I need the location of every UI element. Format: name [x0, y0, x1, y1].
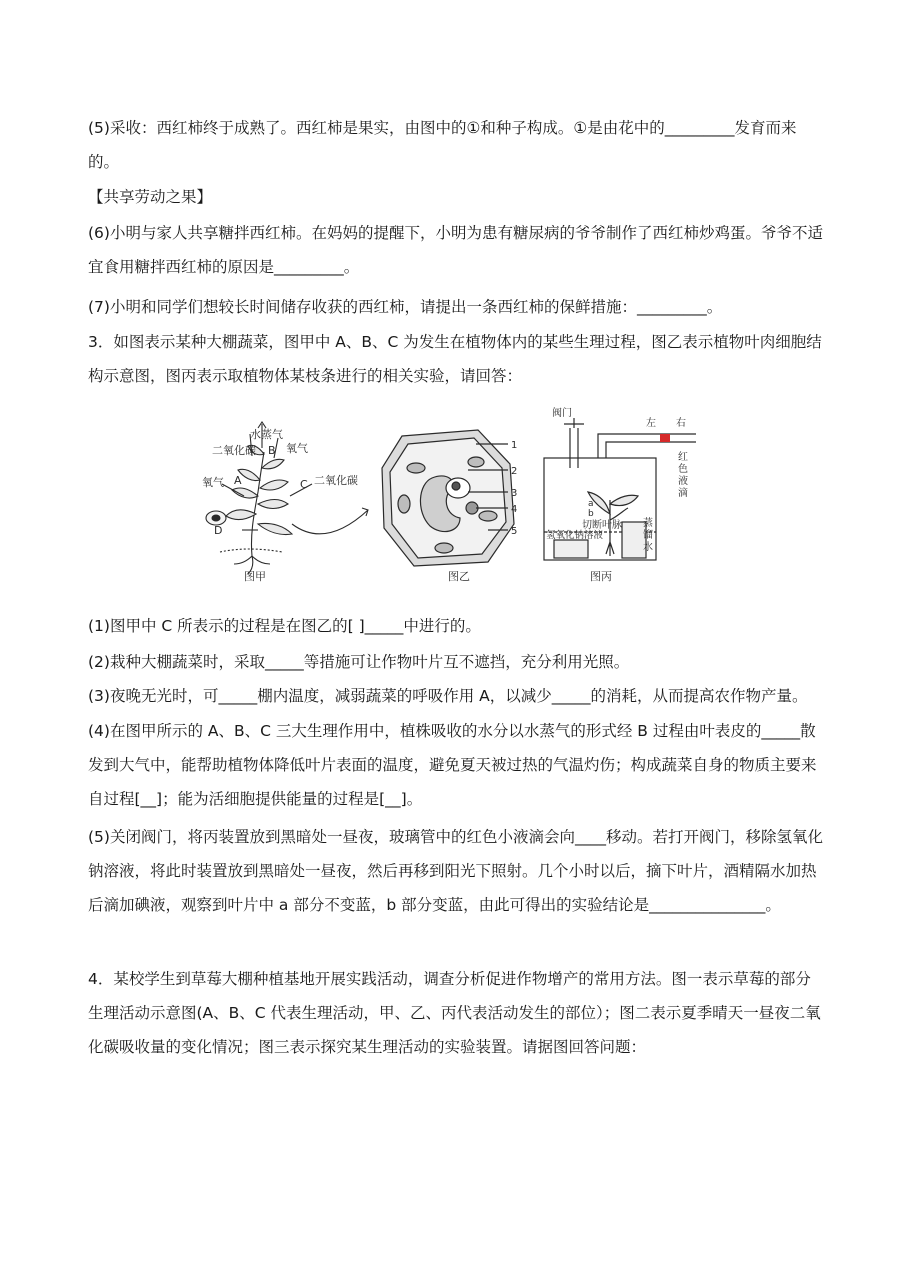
- highlight-leaf-core: [212, 515, 220, 521]
- label-co2-top: 二氧化碳: [212, 444, 256, 457]
- leaf-shape: [258, 500, 288, 509]
- label-right: 右: [676, 418, 686, 429]
- chloroplast: [468, 457, 484, 467]
- question-3-part-5: (5)关闭阀门，将丙装置放到黑暗处一昼夜，玻璃管中的红色小液滴会向____移动。若打开阀门，移除氢氧化钠溶液，将此时装置放到黑暗处一昼夜，然后再移到阳光下照射。几个小时以后，摘下叶片，酒精隔水加热后滴加碘液，观察到叶片中 a 部分不变蓝，b 部分变蓝，由此可得出的实验结论是_______________。: [88, 828, 823, 914]
- nucleolus: [452, 482, 460, 490]
- label-zheng: 蒸: [643, 518, 653, 529]
- label-ye: 液: [678, 476, 688, 487]
- label-d: D: [214, 524, 223, 537]
- question-3-intro: 3．如图表示某种大棚蔬菜，图甲中 A、B、C 为发生在植物体内的某些生理过程，图乙表示植物叶肉细胞结构示意图，图丙表示取植物体某枝条进行的相关实验，请回答：: [88, 333, 822, 385]
- cell-label-4: 4: [511, 504, 518, 515]
- leaf-shape: [232, 488, 258, 498]
- figure-yi: [382, 430, 514, 566]
- label-se: 色: [678, 464, 688, 475]
- label-valve: 阀门: [552, 408, 572, 419]
- valve-knob: [564, 418, 584, 428]
- question-4-intro: 4．某校学生到草莓大棚种植基地开展实践活动，调查分析促进作物增产的常用方法。图一表示草莓的部分生理活动示意图(A、B、C 代表生理活动，甲、乙、丙代表活动发生的部位）；图二表示夏季晴天一昼夜二氧化碳吸收量的变化情况；图三表示探究某生理活动的实验装置。请据图回答问题：: [88, 970, 821, 1056]
- soil-line: [220, 549, 282, 552]
- label-b: B: [268, 444, 276, 457]
- curved-arrow: [292, 508, 368, 534]
- label-a-part: a: [588, 499, 594, 509]
- label-a: A: [234, 474, 242, 487]
- label-c: C: [300, 478, 308, 491]
- question-3-part-2: (2)栽种大棚蔬菜时，采取_____等措施可让作物叶片互不遮挡，充分利用光照。: [88, 653, 630, 671]
- leaf-shape: [260, 480, 288, 490]
- cell-label-5: 5: [511, 526, 518, 537]
- chloroplast: [407, 463, 425, 473]
- leaf-shape: [226, 510, 256, 520]
- cell-label-1: 1: [511, 440, 518, 451]
- question-2-part-5: (5)采收：西红柿终于成熟了。西红柿是果实，由图中的①和种子构成。①是由花中的_________发育而来的。: [88, 119, 797, 171]
- chloroplast: [398, 495, 410, 513]
- chloroplast: [479, 511, 497, 521]
- label-co2-right: 二氧化碳: [314, 474, 358, 487]
- label-di: 滴: [678, 488, 688, 499]
- caption-jia: 图甲: [244, 570, 266, 583]
- label-b-part: b: [588, 509, 594, 519]
- label-shui: 水: [643, 542, 653, 553]
- leaf-shape: [258, 523, 292, 534]
- red-droplet: [660, 434, 670, 442]
- label-o2-right: 氧气: [286, 442, 308, 455]
- leaf-shape: [262, 459, 284, 468]
- question-2-part-7: (7)小明和同学们想较长时间储存收获的西红柿，请提出一条西红柿的保鲜措施：_________。: [88, 298, 723, 316]
- chloroplast: [435, 543, 453, 553]
- question-2-part-6: (6)小明与家人共享糖拌西红柿。在妈妈的提醒下，小明为患有糖尿病的爷爷制作了西红柿炒鸡蛋。爷爷不适宜食用糖拌西红柿的原因是_________。: [88, 224, 823, 276]
- label-liu: 馏: [643, 530, 653, 541]
- section-heading: 【共享劳动之果】: [88, 188, 213, 206]
- question-3-figure: [192, 404, 712, 590]
- question-3-part-4: (4)在图甲所示的 A、B、C 三大生理作用中，植株吸收的水分以水蒸气的形式经 B 过程由叶表皮的_____散发到大气中，能帮助植物体降低叶片表面的温度，避免夏天被过热的气温灼伤；构成蔬菜自身的物质主要来自过程[__]；能为活细胞提供能量的过程是[__]。: [88, 722, 817, 808]
- naoh-beaker: [554, 540, 588, 558]
- question-3-part-3: (3)夜晚无光时，可_____棚内温度，减弱蔬菜的呼吸作用 A，以减少_____的消耗，从而提高农作物产量。: [88, 687, 808, 705]
- label-water-vapor: 水蒸气: [250, 428, 283, 441]
- label-red: 红: [678, 452, 688, 463]
- question-3-part-1: (1)图甲中 C 所表示的过程是在图乙的[ ]_____中进行的。: [88, 617, 481, 635]
- caption-bing: 图丙: [590, 570, 612, 583]
- label-left: 左: [646, 418, 656, 429]
- caption-yi: 图乙: [448, 570, 470, 583]
- figure-svg: [192, 404, 712, 590]
- label-cut-vein: 切断叶脉: [582, 520, 622, 531]
- label-o2-left: 氧气: [202, 476, 224, 489]
- label-naoh: 氢氧化钠溶液: [546, 530, 604, 541]
- cell-label-3: 3: [511, 488, 518, 499]
- cell-label-2: 2: [511, 466, 518, 477]
